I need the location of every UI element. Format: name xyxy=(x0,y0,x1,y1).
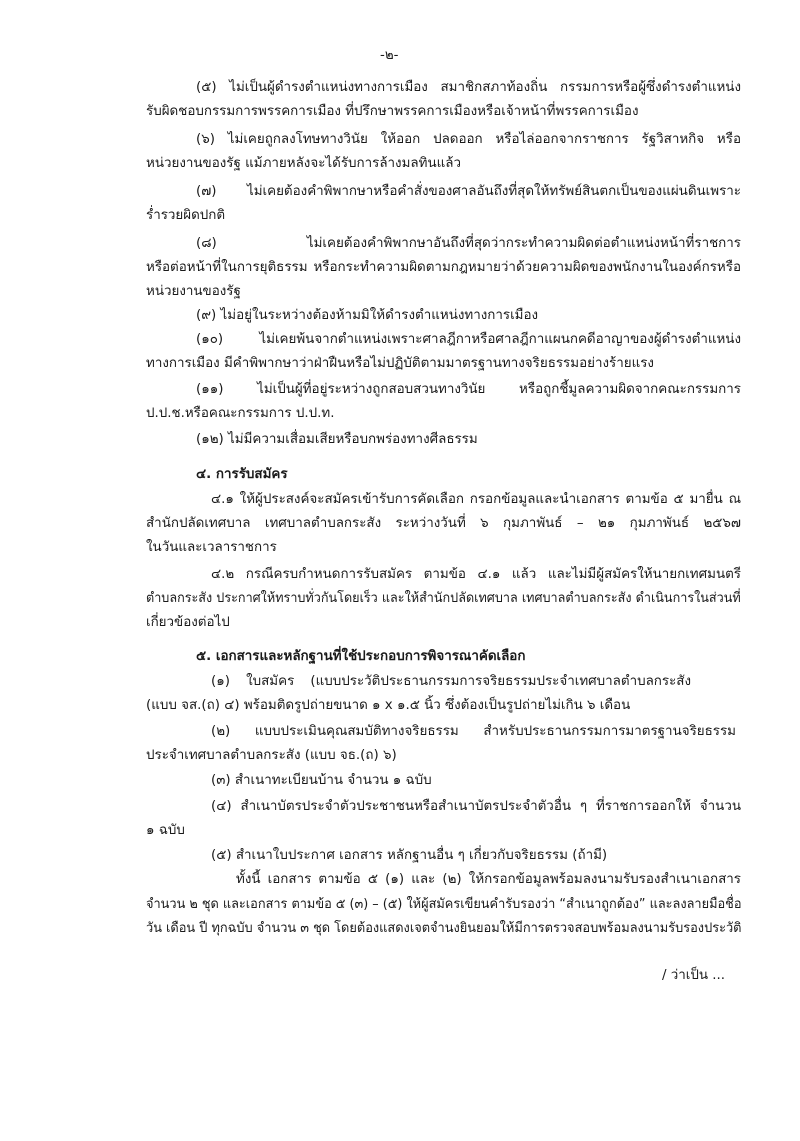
item-6-line-2: หน่วยงานของรัฐ แม้ภายหลังจะได้รับการล้างมลทินแล้ว xyxy=(146,156,461,171)
item-11-line-1: (๑๑) ไม่เป็นผู้ที่อยู่ระหว่างถูกสอบสวนทางวินัย หรือถูกชี้มูลความผิดจากคณะกรรมการ xyxy=(196,382,741,397)
item-12-line-1: (๑๒) ไม่มีความเสื่อมเสียหรือบกพร่องทางศีลธรรม xyxy=(196,432,478,447)
section-5-item-3: (๓) สำเนาทะเบียนบ้าน จำนวน ๑ ฉบับ xyxy=(211,773,432,788)
section-5-item-2-line-1: (๒) แบบประเมินคุณสมบัติทางจริยธรรม สำหรับประธานกรรมการมาตรฐานจริยธรรม xyxy=(211,724,736,739)
section-4-2-line-2: ตำบลกระสัง ประกาศให้ทราบทั่วกันโดยเร็ว และให้สำนักปลัดเทศบาล เทศบาลตำบลกระสัง ดำเนินการในส่วนที่ xyxy=(146,591,741,606)
section-4-1-line-3: ในวันและเวลาราชการ xyxy=(146,540,277,555)
item-6-line-1: (๖) ไม่เคยถูกลงโทษทางวินัย ให้ออก ปลดออก หรือไล่ออกจากราชการ รัฐวิสาหกิจ หรือ xyxy=(196,132,741,147)
section-4-2-line-1: ๔.๒ กรณีครบกำหนดการรับสมัคร ตามข้อ ๔.๑ แล้ว และไม่มีผู้สมัครให้นายกเทศมนตรี xyxy=(211,567,741,582)
section-5-item-1-line-2: (แบบ จส.(ถ) ๔) พร้อมติดรูปถ่ายขนาด ๑ x ๑.๕ นิ้ว ซึ่งต้องเป็นรูปถ่ายไม่เกิน ๖ เดือน xyxy=(146,698,631,713)
section-5-note-line-3: วัน เดือน ปี ทุกฉบับ จำนวน ๓ ชุด โดยต้องแสดงเจตจำนงยินยอมให้มีการตรวจสอบพร้อมลงนามรับรองประวัติ xyxy=(146,921,742,936)
item-8-line-2: หรือต่อหน้าที่ในการยุติธรรม หรือกระทำความผิดตามกฎหมายว่าด้วยความผิดของพนักงานในองค์กรหรือ xyxy=(146,260,741,275)
section-5-item-4-line-2: ๑ ฉบับ xyxy=(146,823,185,838)
item-7-line-2: ร่ำรวยผิดปกติ xyxy=(146,208,226,223)
section-4-2-line-3: เกี่ยวข้องต่อไป xyxy=(146,615,230,630)
section-5-note-line-2: จำนวน ๒ ชุด และเอกสาร ตามข้อ ๕ (๓) – (๕) ให้ผู้สมัครเขียนคำรับรองว่า “สำเนาถูกต้อง” และลงลายมือชื่อ xyxy=(146,897,742,912)
section-5-item-5: (๕) สำเนาใบประกาศ เอกสาร หลักฐานอื่น ๆ เกี่ยวกับจริยธรรม (ถ้ามี) xyxy=(211,848,608,863)
section-4-heading: ๔. การรับสมัคร xyxy=(196,467,288,482)
item-10-line-2: ทางการเมือง มีคำพิพากษาว่าฝ่าฝืนหรือไม่ปฏิบัติตามมาตรฐานทางจริยธรรมอย่างร้ายแรง xyxy=(146,356,654,371)
continuation-note: / ว่าเป็น ... xyxy=(662,968,726,983)
section-5-note-line-1: ทั้งนี้ เอกสาร ตามข้อ ๕ (๑) และ (๒) ให้กรอกข้อมูลพร้อมลงนามรับรองสำเนาเอกสาร xyxy=(236,872,741,887)
page-number: -๒- xyxy=(380,48,399,63)
item-5-line-1: (๕) ไม่เป็นผู้ดำรงตำแหน่งทางการเมือง สมาชิกสภาท้องถิ่น กรรมการหรือผู้ซึ่งดำรงตำแหน่ง xyxy=(196,80,741,95)
item-7-line-1: (๗) ไม่เคยต้องคำพิพากษาหรือคำสั่งของศาลอันถึงที่สุดให้ทรัพย์สินตกเป็นของแผ่นดินเพราะ xyxy=(196,184,741,199)
item-8-line-3: หน่วยงานของรัฐ xyxy=(146,284,241,299)
section-5-item-2-line-2: ประจำเทศบาลตำบลกระสัง (แบบ จธ.(ถ) ๖) xyxy=(146,748,397,763)
section-4-1-line-2: สำนักปลัดเทศบาล เทศบาลตำบลกระสัง ระหว่างวันที่ ๖ กุมภาพันธ์ – ๒๑ กุมภาพันธ์ ๒๕๖๗ xyxy=(146,516,741,531)
item-8-line-1: (๘) ไม่เคยต้องคำพิพากษาอันถึงที่สุดว่ากระทำความผิดต่อตำแหน่งหน้าที่ราชการ xyxy=(196,236,741,251)
section-5-item-1-line-1: (๑) ใบสมัคร (แบบประวัติประธานกรรมการจริยธรรมประจำเทศบาลตำบลกระสัง xyxy=(211,674,691,689)
section-4-1-line-1: ๔.๑ ให้ผู้ประสงค์จะสมัครเข้ารับการคัดเลือก กรอกข้อมูลและนำเอกสาร ตามข้อ ๕ มายื่น ณ xyxy=(211,492,741,507)
item-10-line-1: (๑๐) ไม่เคยพ้นจากตำแหน่งเพราะศาลฎีกาหรือศาลฎีกาแผนกคดีอาญาของผู้ดำรงตำแหน่ง xyxy=(196,332,741,347)
section-5-item-4-line-1: (๔) สำเนาบัตรประจำตัวประชาชนหรือสำเนาบัตรประจำตัวอื่น ๆ ที่ราชการออกให้ จำนวน xyxy=(211,799,741,814)
item-5-line-2: รับผิดชอบกรรมการพรรคการเมือง ที่ปรึกษาพรรคการเมืองหรือเจ้าหน้าที่พรรคการเมือง xyxy=(146,104,639,119)
item-9-line-1: (๙) ไม่อยู่ในระหว่างต้องห้ามมิให้ดำรงตำแหน่งทางการเมือง xyxy=(196,308,539,323)
item-11-line-2: ป.ป.ช.หรือคณะกรรมการ ป.ป.ท. xyxy=(146,406,335,421)
section-5-heading: ๕. เอกสารและหลักฐานที่ใช้ประกอบการพิจารณาคัดเลือก xyxy=(196,649,526,664)
